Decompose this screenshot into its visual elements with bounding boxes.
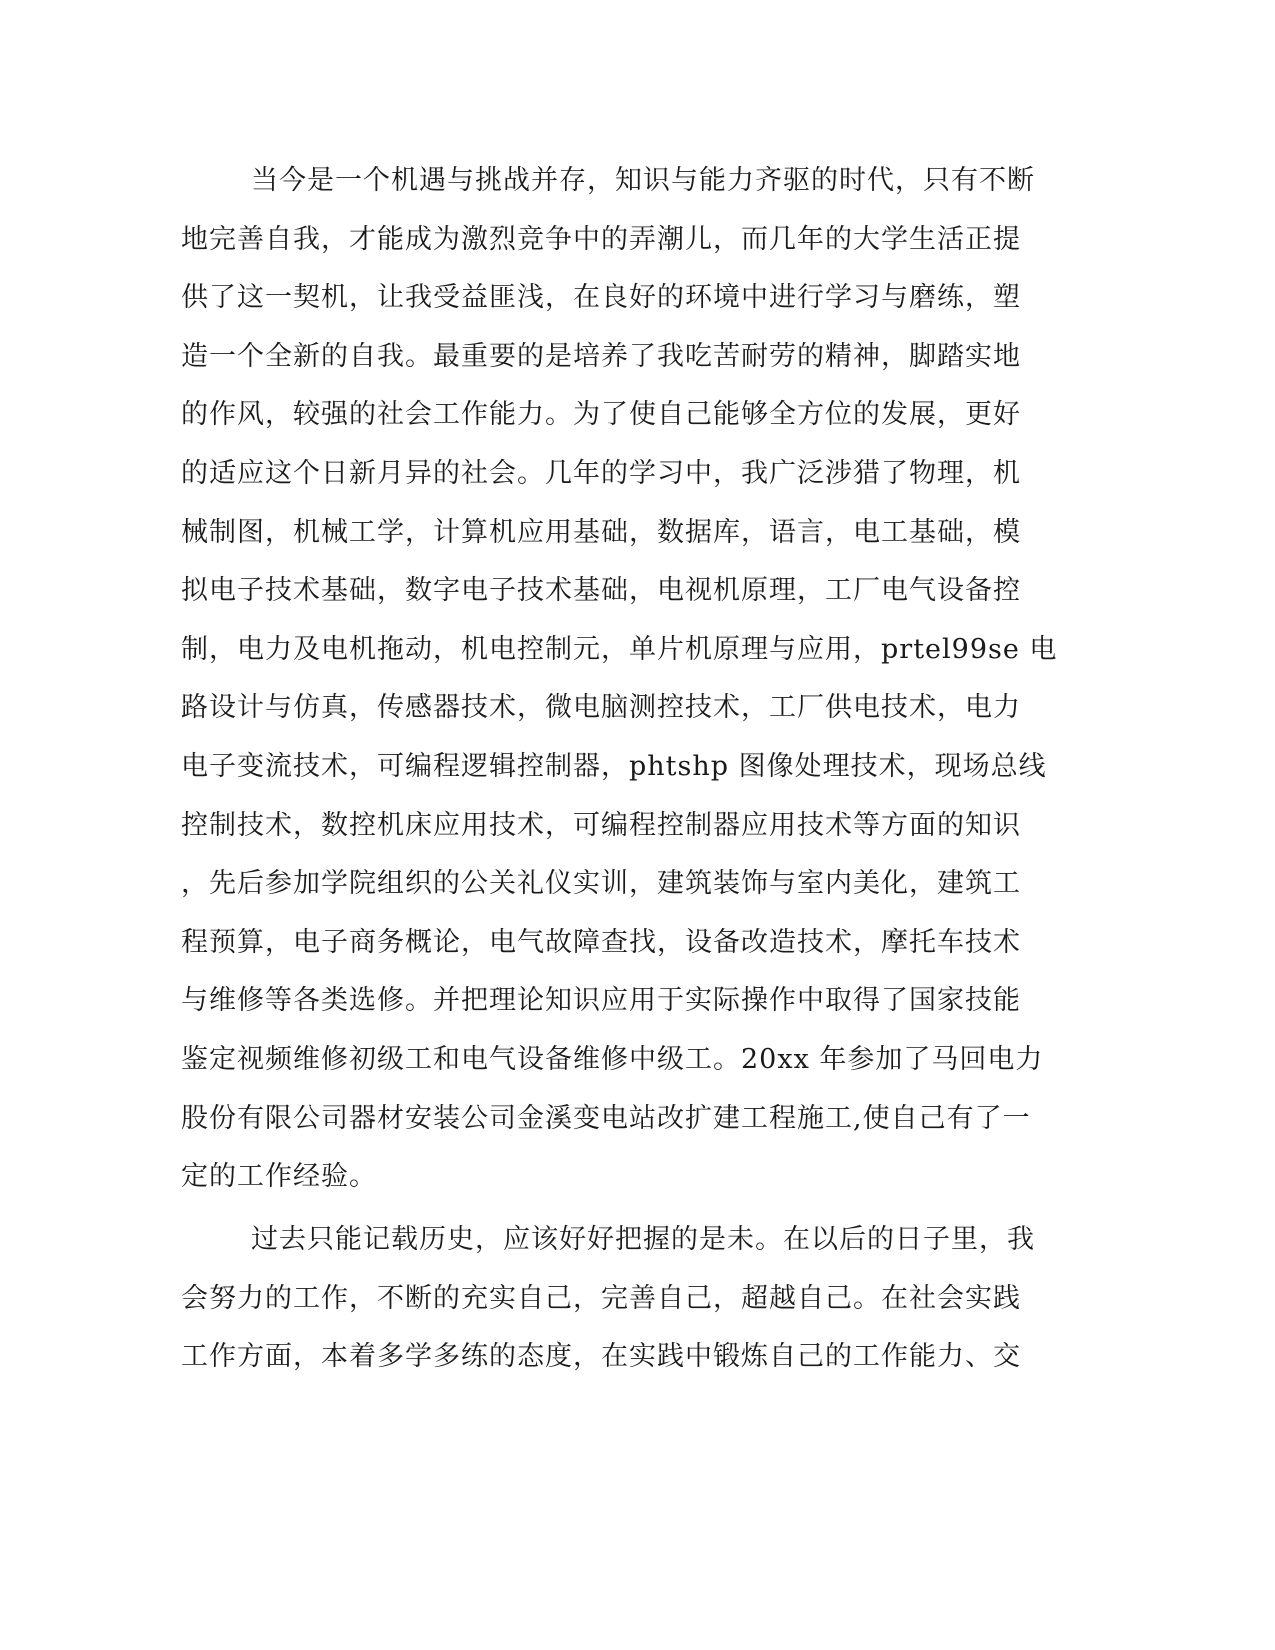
paragraph-line: 的作风，较强的社会工作能力。为了使自己能够全方位的发展，更好 — [181, 399, 1021, 431]
paragraph-line: 控制技术，数控机床应用技术，可编程控制器应用技术等方面的知识 — [181, 809, 1021, 841]
paragraph-line: 械制图，机械工学，计算机应用基础，数据库，语言，电工基础，模 — [181, 516, 1021, 548]
paragraph-line: 工作方面，本着多学多练的态度，在实践中锻炼自己的工作能力、交 — [181, 1341, 1021, 1373]
paragraph-line: 供了这一契机，让我受益匪浅，在良好的环境中进行学习与磨练，塑 — [181, 282, 1021, 314]
paragraph-line: 与维修等各类选修。并把理论知识应用于实际操作中取得了国家技能 — [181, 985, 1021, 1017]
paragraph-line: 会努力的工作，不断的充实自己，完善自己，超越自己。在社会实践 — [181, 1282, 1021, 1314]
paragraph-line: 地完善自我，才能成为激烈竞争中的弄潮儿，而几年的大学生活正提 — [181, 223, 1021, 255]
paragraph-line: 制，电力及电机拖动，机电控制元，单片机原理与应用，prtel99se 电 — [181, 633, 1058, 665]
paragraph-line: 的适应这个日新月异的社会。几年的学习中，我广泛涉猎了物理，机 — [181, 457, 1021, 489]
paragraph-line: 过去只能记载历史，应该好好把握的是未。在以后的日子里，我 — [251, 1224, 1035, 1255]
paragraph-line: 定的工作经验。 — [181, 1161, 377, 1193]
paragraph-line: 电子变流技术，可编程逻辑控制器，phtshp 图像处理技术，现场总线 — [181, 750, 1047, 782]
paragraph-line: 造一个全新的自我。最重要的是培养了我吃苦耐劳的精神，脚踏实地 — [181, 340, 1021, 372]
paragraph-2 — [181, 1211, 1041, 1387]
paragraph-line: 程预算，电子商务概论，电气故障查找，设备改造技术，摩托车技术 — [181, 926, 1021, 958]
paragraph-line: 鉴定视频维修初级工和电气设备维修中级工。20xx 年参加了马回电力 — [181, 1043, 1044, 1075]
paragraph-line: 拟电子技术基础，数字电子技术基础，电视机原理，工厂电气设备控 — [181, 575, 1021, 607]
paragraph-line: 路设计与仿真，传感器技术，微电脑测控技术，工厂供电技术，电力 — [181, 692, 1021, 724]
paragraph-line: ，先后参加学院组织的公关礼仪实训，建筑装饰与室内美化，建筑工 — [181, 868, 1021, 900]
paragraph-line: 股份有限公司器材安装公司金溪变电站改扩建工程施工,使自己有了一 — [181, 1102, 1031, 1134]
paragraph-line: 当今是一个机遇与挑战并存，知识与能力齐驱的时代，只有不断 — [251, 165, 1035, 196]
paragraph-1 — [181, 152, 1058, 1207]
